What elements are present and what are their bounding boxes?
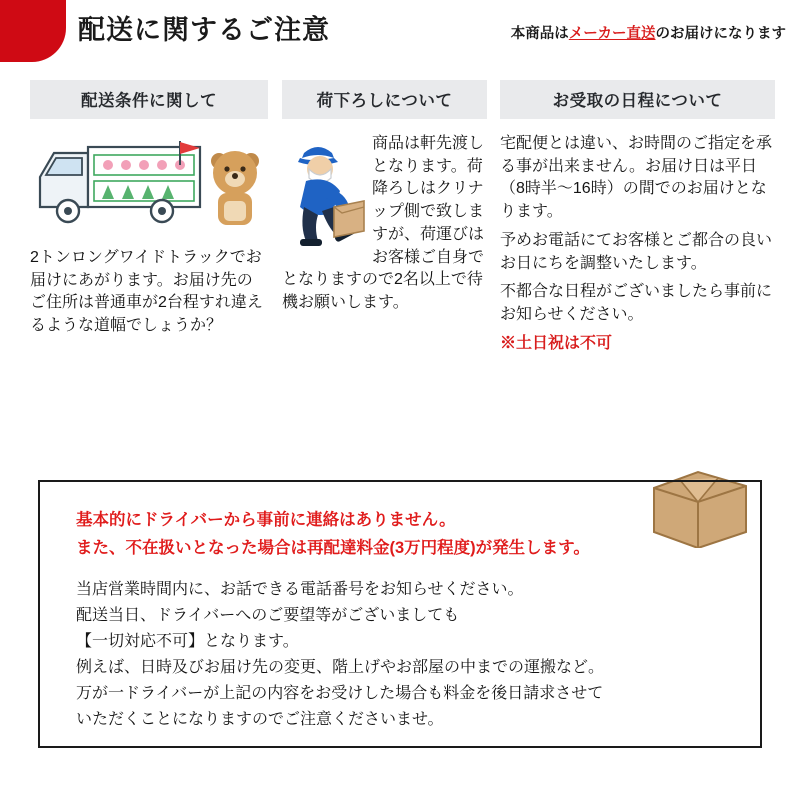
panel-body-line: 当店営業時間内に、お話できる電話番号をお知らせください。 [76,581,524,599]
page-header [0,0,800,62]
column-paragraph: 2トンロングワイドトラックでお届けにあがります。お届け先のご住所は普通車が2台程すれ違えるような道幅でしょうか？ [30,249,263,335]
panel-body-line: 配送当日、ドライバーへのご要望等がございましても [76,607,460,625]
column-paragraph: 宅配便とは違い、お時間のご指定を承る事が出来ません。お届け日は平日（8時半〜16時）の間でのお届けとなります。 [500,135,773,221]
column-delivery-conditions [30,80,268,344]
panel-warnings [76,508,734,561]
panel-warning-line: また、不在扱いとなった場合は再配達料金(3万円程度)が発生します。 [76,538,590,557]
panel-body-line: 【一切対応不可】となります。 [76,632,299,650]
column-body [500,133,775,355]
manufacturer-direct-note [511,22,786,43]
delivery-truck-icon [30,125,268,233]
page-title: 配送に関するご注意 [78,15,330,45]
worker-lifting-box-icon [282,135,366,261]
panel-body-line: 万が一ドライバーが上記の内容をお受けした場合も料金を後日請求させて [76,684,604,702]
note-prefix: 本商品は [510,26,569,42]
column-body [282,133,487,315]
column-warning: ※土日祝は不可 [500,334,613,352]
column-heading: お受取の日程について [500,80,775,119]
important-notice-panel [38,480,762,748]
note-highlight: メーカー直送 [568,26,656,42]
note-suffix: のお届けになります [655,26,786,42]
column-paragraph: 不都合な日程がございましたら事前にお知らせください。 [500,283,773,324]
panel-body-line: いただくことになりますのでご注意くださいませ。 [76,710,444,728]
panel-body [76,577,734,732]
panel-warning-line: 基本的にドライバーから事前に連絡はありません。 [76,511,456,529]
column-body [30,247,268,338]
column-unloading [282,80,487,321]
panel-body-line: 例えば、日時及びお届け先の変更、階上げやお部屋の中までの運搬など。 [76,658,605,676]
column-heading: 荷下ろしについて [282,80,487,119]
column-heading: 配送条件に関して [30,80,268,119]
column-paragraph: 予めお電話にてお客様とご都合の良いお日にちを調整いたします。 [500,231,773,272]
info-columns [0,80,800,460]
column-receiving-schedule [500,80,775,361]
header-red-accent-block [0,0,66,62]
column-paragraph: 商品は軒先渡しとなります。荷降ろしはクリナップ側で致しますが、荷運びはお客様ご自身でとなりますので2名以上で待機お願いします。 [282,135,485,312]
